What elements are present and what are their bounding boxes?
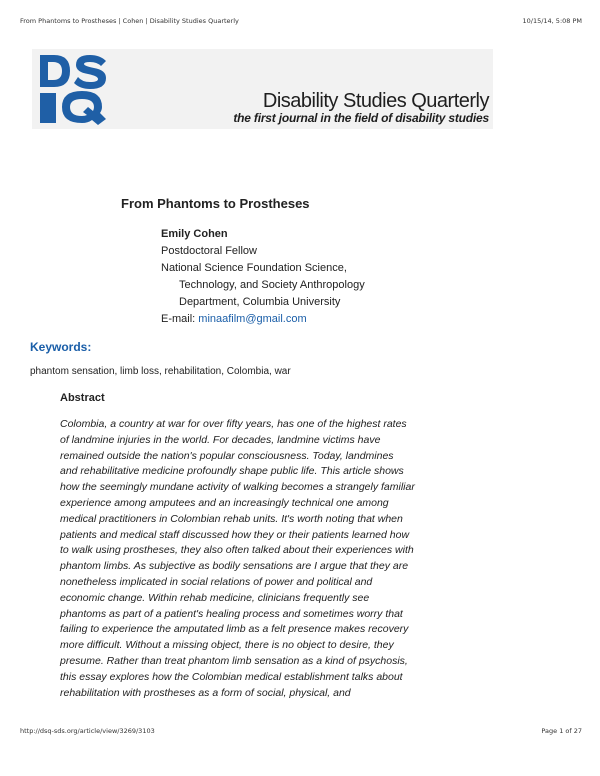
print-footer-page-number: Page 1 of 27 xyxy=(541,727,582,735)
abstract-line: more difficult. Without a missing object, there is no object to desire, they xyxy=(60,639,394,652)
abstract-line: phantoms as part of a patient's healing process and sometimes worry that xyxy=(60,607,403,620)
author-name: Emily Cohen xyxy=(161,228,228,240)
abstract-line: failing to experience the amputated limb as a felt presence makes recovery xyxy=(60,623,409,636)
print-header-title: From Phantoms to Prostheses | Cohen | Disability Studies Quarterly xyxy=(20,17,239,25)
author-position: Postdoctoral Fellow xyxy=(161,245,257,257)
abstract-line: how the seemingly mundane activity of walking becomes a strangely familiar xyxy=(60,481,415,494)
abstract-line: phantom limbs. As subjective as bodily sensations are I argue that they are xyxy=(60,560,409,573)
journal-title: Disability Studies Quarterly xyxy=(262,90,489,112)
abstract-line: to walk using prostheses, they also often talked about their experiences with xyxy=(60,544,414,557)
dsq-logo xyxy=(38,53,110,125)
article-title: From Phantoms to Prostheses xyxy=(121,196,310,211)
abstract-line: and rehabilitative medicine profoundly shape public life. This article shows xyxy=(60,465,404,478)
author-block xyxy=(161,226,421,328)
abstract-line: nonetheless implicated in social relations of power and political and xyxy=(60,575,373,588)
abstract-line: rehabilitation with prostheses as a form of social, physical, and xyxy=(60,686,351,699)
keywords-list: phantom sensation, limb loss, rehabilitation, Colombia, war xyxy=(30,366,291,377)
author-affiliation-line: Department, Columbia University xyxy=(179,296,341,308)
abstract-line: remained outside the nation's popular consciousness. Today, landmines xyxy=(60,449,394,462)
abstract-line: medical practitioners in Colombian rehab units. It's worth noting that when xyxy=(60,512,403,525)
abstract-line: of landmine injuries in the world. For decades, landmine victims have xyxy=(60,433,381,446)
author-affiliation-line: Technology, and Society Anthropology xyxy=(179,279,365,291)
abstract-line: patients and medical staff discussed how they or their patients learned how xyxy=(60,528,410,541)
journal-subtitle: the first journal in the field of disability studies xyxy=(233,111,489,125)
abstract-line: presume. Rather than treat phantom limb sensation as a kind of psychosis, xyxy=(60,654,408,667)
email-link[interactable]: minaafilm@gmail.com xyxy=(198,313,307,325)
abstract-line: this essay explores how the Colombian medical establishment talks about xyxy=(60,670,403,683)
author-affiliation-line: National Science Foundation Science, xyxy=(161,262,347,274)
email-label: E-mail: xyxy=(161,313,199,325)
abstract-line: economic change. Within rehab medicine, clinicians frequently see xyxy=(60,591,370,604)
journal-banner xyxy=(32,49,493,129)
author-email-row xyxy=(161,311,421,328)
print-header-timestamp: 10/15/14, 5:08 PM xyxy=(522,17,582,25)
abstract-heading: Abstract xyxy=(60,392,105,404)
abstract-line: experience among amputees and an increasingly technical one among xyxy=(60,496,389,509)
keywords-heading: Keywords: xyxy=(30,340,92,354)
abstract-body xyxy=(60,417,440,701)
abstract-line: Colombia, a country at war for over fifty years, has one of the highest rates xyxy=(60,418,407,430)
print-footer-url: http://dsq-sds.org/article/view/3269/3103 xyxy=(20,727,155,735)
